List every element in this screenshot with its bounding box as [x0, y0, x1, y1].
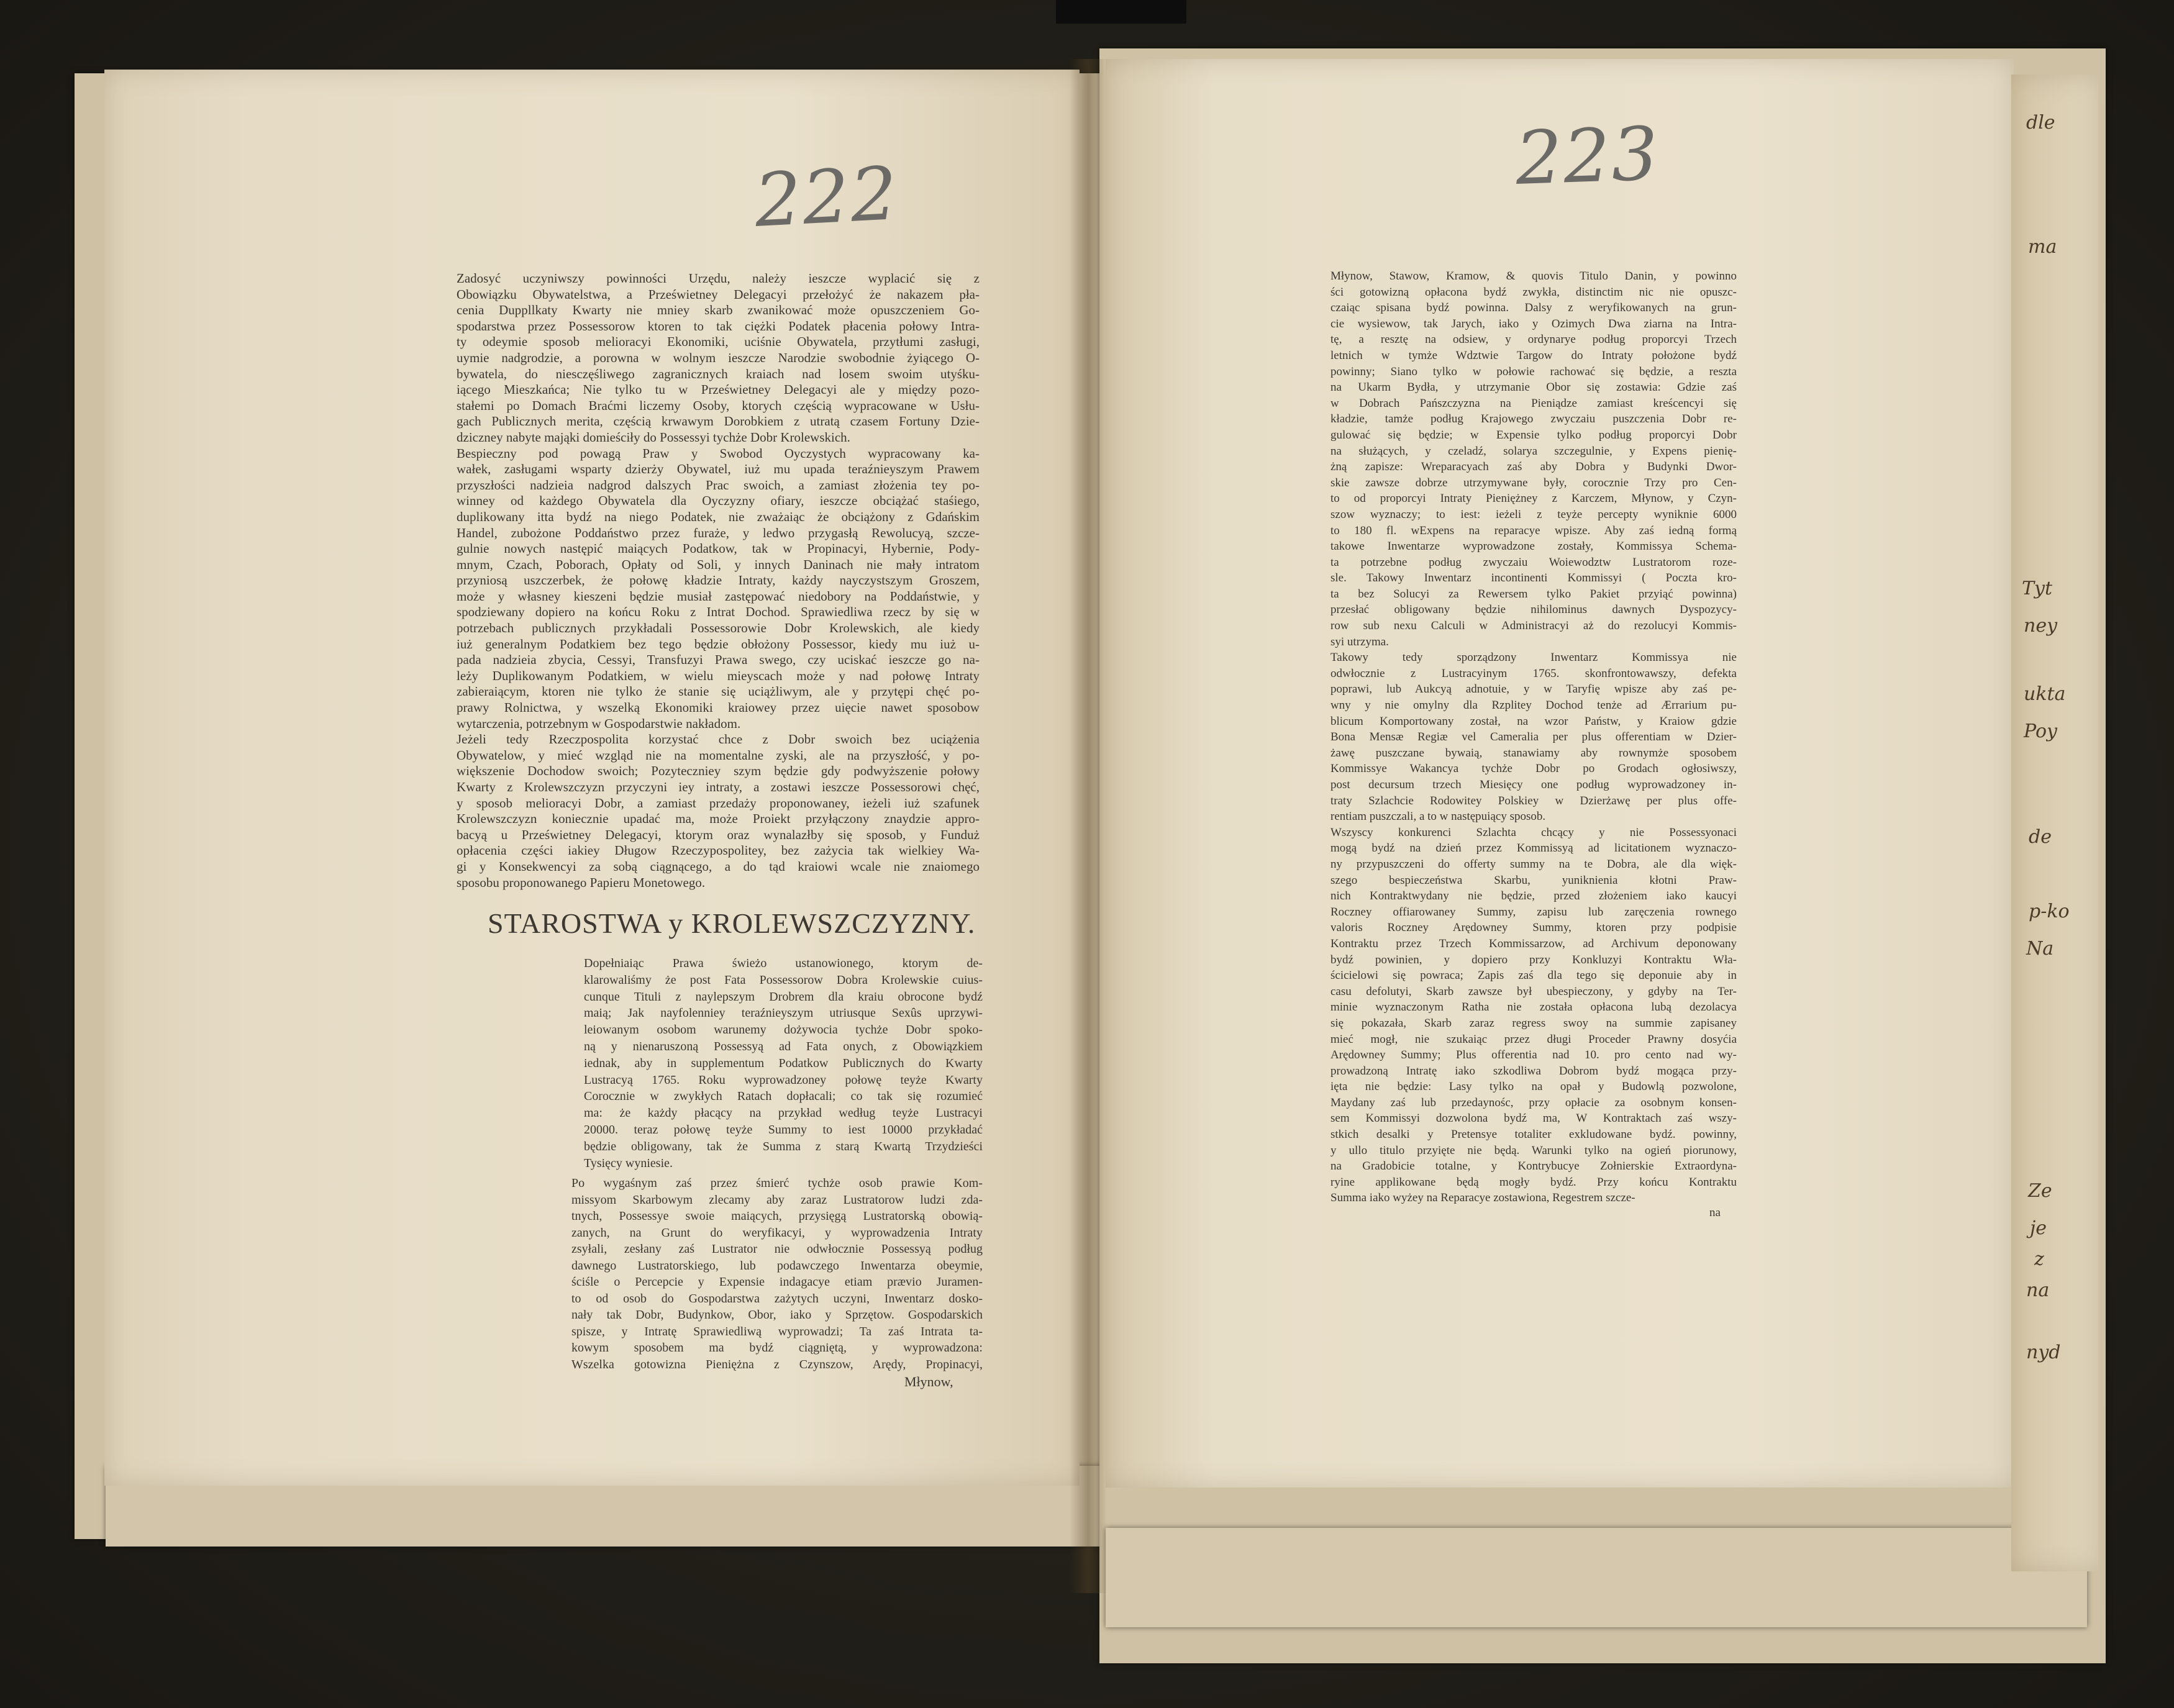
text-line: tnych, Possessye swoie maiących, przysięgą Lustratorską obowią- [571, 1209, 983, 1223]
section-heading: STAROSTWA y KROLEWSZCZYZNY. [488, 907, 976, 939]
text-line: czaiąc spisana bydź powinna. Dalsy z weryfikowanych na grun- [1330, 301, 1737, 315]
page-number-right: 223 [1514, 111, 1661, 201]
margin-note: ney [2024, 615, 2058, 637]
text-line: stałemi po Domach Braćmi liczemy Osoby, ktorych częścią wypracowane w Usłu- [457, 397, 980, 413]
text-line: gulować się będzie; w Expensie tylko podług proporcyi Dobr [1330, 428, 1737, 442]
text-line: Tysięcy wyniesie. [584, 1156, 673, 1170]
text-line: Summa iako wyżey na Reparacye zostawiona, Regestrem szcze- [1330, 1191, 1635, 1205]
text-line: to od proporcyi Intraty Pieniężney z Karczem, Młynow, y Czyn- [1330, 492, 1737, 506]
text-line: iuż generalnym Podatkiem bez tego będzie obłożony Possessor, kiedy mu iuż u- [457, 636, 980, 652]
text-line: cunque Tituli z naylepszym Drobrem dla kraiu obrocone bydź [584, 989, 983, 1004]
book-gutter [1070, 59, 1107, 1593]
text-line: szow wyznaczy; to iest: ieżeli z teyże percepty wyniknie 6000 [1330, 507, 1737, 521]
text-line: zanych, na Grunt do weryfikacyi, y wyprowadzenia Intraty [571, 1225, 983, 1240]
text-line: row sub nexu Calculi w Administracyi aż do rezolucyi Kommis- [1330, 619, 1737, 633]
text-line: maią; Jak nayfolenniey teraźnieyszym utriusque Sexûs uprzywi- [584, 1006, 983, 1020]
text-line: przyniosą uszczerbek, że połowę kładzie Intraty, każdy nayczystszym Groszem, [457, 573, 980, 588]
text-line: Zadosyć uczyniwszy powinności Urzędu, należy ieszcze wyplacić się z [457, 271, 980, 286]
text-line: Kontraktu przez Trzech Kommissarzow, ad Archivum deponowany [1330, 937, 1737, 950]
text-line: przyszłości nadzieia nadgrod dalszych Prac swoich, a zamiast złożenia tey po- [457, 477, 980, 493]
left-text-middle [584, 955, 983, 1171]
text-line: winney od każdego Obywatela dla Oyczyzny ofiary, ieszcze obciążać staśiego, [457, 493, 980, 509]
text-line: opłacenia części iakiey Długow Rzeczypospolitey, bez zażycia tak wielkiey Wa- [457, 843, 980, 858]
text-line: bywatela, do niesczęśliwego zagranicznych kraiach nad losem swoim utyśku- [457, 366, 980, 381]
margin-note: nyd [2026, 1342, 2061, 1363]
text-line: na Ukarm Bydła, y utrzymanie Obor się zostawia: Gdzie zaś [1330, 381, 1737, 394]
left-text-top [457, 271, 980, 891]
text-line: syi utrzyma. [1330, 635, 1389, 648]
text-line: Krolewszczyzn koniecznie upadać ma, może Proiekt przyłączony znaydzie appro- [457, 811, 980, 827]
text-line: na służących, y czeladź, solarya szczegulnie, y Expens pienię- [1330, 444, 1737, 458]
text-line: bacyą u Prześwietney Delegacyi, ktorym oraz wynalazłby się sposob, y Funduż [457, 827, 980, 842]
page-number-left: 222 [752, 150, 901, 243]
catchword-left: Młynow, [904, 1374, 953, 1389]
text-line: cie wysiewow, tak Jarych, iako y Ozimych Dwa ziarna na Intra- [1330, 317, 1737, 330]
text-line: prawy Rolnictwa, y wszelką Ekonomiki kraiowey przez uięcie nawet sposobow [457, 700, 980, 715]
margin-note: dle [2026, 112, 2055, 134]
text-line: zsyłali, zesłany zaś Lustrator nie odwłocznie Possessyą podług [571, 1242, 983, 1256]
text-line: poprawi, lub Aukcyą adnotuie, y w Taryfię wpisze aby zaś pe- [1330, 683, 1737, 696]
margin-note: Poy [2024, 720, 2057, 742]
text-line: Jeżeli tedy Rzeczpospolita korzystać chce z Dobr swoich bez uciążenia [457, 732, 980, 747]
text-line: żawę puszczane bywaią, stanawiamy aby rownymże sposobem [1330, 746, 1737, 760]
text-line: zabieraiącym, ktoren nie tylko że stanie się uciążliwym, ale y przytępi chęć po- [457, 684, 980, 699]
text-line: casu defolutyi, Skarb zawsze był ubespieczony, y gdyby na Ter- [1330, 984, 1737, 998]
text-line: Roczney offiarowaney Summy, zapisu lub zaręczenia rownego [1330, 905, 1737, 919]
text-line: Kommissye Wakancya tychże Dobr po Grodach ogłosiwszy, [1330, 762, 1737, 776]
text-line: ści gotowizną opłacona bydź zwykła, distinctim nic nie opuszc- [1330, 285, 1737, 299]
text-line: ryine applikowane będą mogły bydź. Przy końcu Kontraktu [1330, 1175, 1737, 1189]
margin-note: na [2026, 1279, 2050, 1301]
text-line: missyom Skarbowym zlecamy aby zaraz Lustratorow ludzi zda- [571, 1192, 983, 1207]
text-line: pada nadzieia zbycia, Cessyi, Transfuzyi Prawa swego, czy uciskać ieszcze go na- [457, 652, 980, 668]
text-line: Bona Mensæ Regiæ vel Cameralia per plus offerentiam w Dzier- [1330, 730, 1737, 744]
text-line: dziczney nabyte mająki domieściły do Possessyi tychże Dobr Krolewskich. [457, 429, 850, 445]
text-line: mnym, Czach, Poborach, Opłaty od Soli, y innych Daninach nie mały intratom [457, 556, 980, 572]
text-line: Lustracyą 1765. Roku wyprowadzoney połowę teyże Kwarty [584, 1073, 983, 1087]
text-line: traty Szlachcie Rodowitey Polskiey w Dzierżawę per plus offe- [1330, 794, 1737, 807]
text-line: powinny; Siano tylko w połowie rachować się będzie, a reszta [1330, 365, 1737, 378]
text-line: wałek, zasługami wsparty dzierży Obywatel, iuż mu upada teraźnieyszym Prawem [457, 461, 980, 477]
page-stack-right-bottom [1106, 1528, 2087, 1627]
text-line: leży Duplikowanym Podatkiem, w wielu mieyscach może y nad połowę Intraty [457, 668, 980, 683]
margin-note: de [2029, 826, 2052, 848]
text-line: Po wygaśnym zaś przez śmierć tychże osob prawie Kom- [571, 1176, 983, 1190]
margin-note: ma [2028, 236, 2057, 258]
text-line: cenia Duppllkaty Kwarty nie mniey skarb zwanikować może opuszczeniem Go- [457, 302, 980, 318]
text-line: wny y nie omylny dla Rzplitey Dochod tenże ad Ærrarium pu- [1330, 699, 1737, 712]
text-line: rentiam puszczali, a to w następuiący sposob. [1330, 810, 1546, 824]
text-line: sposobu proponowanego Papieru Monetowego. [457, 874, 706, 890]
mounting-tape [1056, 0, 1186, 24]
text-line: nały tak Dobr, Budynkow, Obor, iako y Sprzętow. Gospodarskich [571, 1308, 983, 1322]
text-line: Maydany zaś lub przedaynośc, przy opłacie za osobnym konsen- [1330, 1096, 1737, 1109]
text-line: bydź powinien, y dopiero przy Konkluzyi Kontraktu Wła- [1330, 953, 1737, 966]
text-line: spodarstwa przez Possessorow ktoren to tak ciężki Podatek płacenia połowy Intra- [457, 318, 980, 334]
text-line: skie zawsze dobrze utrzymywane były, corocznie Trzy pro Cen- [1330, 476, 1737, 489]
text-line: uymie nadgrodzie, a porowna w wolnym ieszcze Narodzie swobodnie żyiącego O- [457, 350, 980, 365]
text-line: odwłocznie z Lustracyinym 1765. skonfrontowawszy, defekta [1330, 666, 1737, 680]
text-line: valoris Roczney Arędowney Summy, ktoren przy podpisie [1330, 921, 1737, 935]
text-line: wytarczenia, potrzebnym w Gospodarstwie nakładom. [457, 715, 741, 731]
left-text-bottom [571, 1175, 983, 1373]
text-line: Wszelka gotowizna Pieniężna z Czynszow, Arędy, Propinacyi, [571, 1357, 983, 1371]
text-line: y sposob melioracyi Dobr, a zamiast przedaży proponowaney, ieżeli iuż szafunek [457, 795, 980, 811]
text-line: gulnie nowych następić maiących Podatkow, tak w Propinacyi, Hybernie, Pody- [457, 541, 980, 556]
text-line: szego bespieczeństwa Skarbu, yuniknienia kłotni Praw- [1330, 873, 1737, 887]
text-line: może y własney kieszeni będzie musiał zastępować niedobory na Poddaństwie, y [457, 588, 980, 604]
text-line: w Dobrach Pańszczyzna na Pieniądze zamiast kreścencyi się [1330, 396, 1737, 410]
catchword-right: na [1709, 1206, 1721, 1219]
margin-note: z [2034, 1248, 2044, 1270]
text-line: na Gradobicie totalne, y Kontrybucye Zołnierskie Extraordyna- [1330, 1160, 1737, 1173]
margin-note: ukta [2024, 683, 2066, 705]
right-text [1330, 268, 1737, 1206]
text-line: sle. Takowy Inwentarz incontinenti Kommissyi ( Poczta kro- [1330, 571, 1737, 585]
text-line: żną zapisze: Wreparacyach zaś aby Dobra y Budynki Dwor- [1330, 460, 1737, 474]
text-line: mieć mogł, nie szukaiąc przez długi Proceder Prawny dosyćia [1330, 1032, 1737, 1046]
text-line: większenie Dochodow swoich; Pozyteczniey szym będzie gdy podwyższenie połowy [457, 763, 980, 779]
text-line: nich Kontraktwydany nie będzie, przed złożeniem iako kaucyi [1330, 889, 1737, 903]
text-line: Bespieczny pod powagą Praw y Swobod Oyczystych wypracowany ka- [457, 445, 980, 461]
text-line: to od osob do Gospodarstwa zażytych uczyni, Inwentarz dosko- [571, 1291, 983, 1306]
text-line: potrzebach publicznych przykładali Possessorowie Dobr Krolewskich, ale kiedy [457, 620, 980, 636]
margin-note: Na [2026, 938, 2054, 960]
text-line: Corocznie w zwykłych Ratach dopłacali; co tak się rozumieć [584, 1089, 983, 1104]
text-line: ma: że każdy płacący na przykład według teyże Lustracyi [584, 1106, 983, 1120]
text-line: Obowiązku Obywatelstwa, a Prześwietney Delegacyi przełożyć że nakazem pła- [457, 286, 980, 302]
text-line: to 180 fl. wExpens na reparacye wpisze. Aby zaś iedną formą [1330, 524, 1737, 537]
text-line: klarowaliśmy że post Fata Possessorow Dobra Krolewskie cuius- [584, 973, 983, 987]
text-line: spodziewany dopiero na końcu Roku z Intrat Dochod. Sprawiedliwa rzecz by się w [457, 604, 980, 620]
text-line: kowym sposobem ma bydź ciągniętą, y wyprowadzona: [571, 1341, 983, 1355]
text-line: dawnego Lustratorskiego, lub podawczego Inwentarza obeymie, [571, 1258, 983, 1273]
text-line: ty odeymie sposob melioracyi Ekonomiki, uciśnie Obywatela, przytłumi zasługi, [457, 334, 980, 350]
text-line: iącego Mieszkańca; Nie tylko tu w Prześwietney Delegacyi ale y między pozo- [457, 382, 980, 397]
text-line: Takowy tedy sporządzony Inwentarz Kommissya nie [1330, 651, 1737, 665]
text-line: Kwarty z Krolewszczyzn przyczyni iey intraty, a zostawi ieszcze Possessorowi chęć, [457, 779, 980, 794]
margin-note: je [2030, 1217, 2047, 1239]
text-line: Obywatelow, y mieć wzgląd nie na momentalne zyski, ale na przyszłość, y po- [457, 747, 980, 763]
text-line: spisze, y Intratę Sprawiedliwą wyprowadzi; Ta zaś Intrata ta- [571, 1324, 983, 1338]
text-line: ścicielowi się powraca; Zapis zaś dla tego się deponuie aby in [1330, 969, 1737, 983]
text-line: mogą bydź na dzień przez Kommissyą ad licitationem wyznaczo- [1330, 842, 1737, 855]
text-line: ny przypuszczeni do offerty summy na te Dobra, ale dla więk- [1330, 857, 1737, 871]
text-line: sem Kommissyi dozwolona bydź ma, W Kontraktach zaś wszy- [1330, 1112, 1737, 1125]
text-line: gach Publicznych merita, częścią krwawym Dorobkiem z utratą czasem Fortuny Dzie- [457, 414, 980, 429]
text-line: letnich w tymże Wdztwie Targow do Intraty położone bydź [1330, 348, 1737, 362]
text-line: tę, a resztę na odsiew, y ordynarye podług proporcyi Trzech [1330, 333, 1737, 347]
text-line: blicum Komportowany został, na wzor Państw, y Kraiow gdzie [1330, 714, 1737, 728]
text-line: prowadzoną Intratę iako szkodliwa Dobrom bydź mogąca przy- [1330, 1064, 1737, 1078]
margin-note: Ze [2028, 1180, 2052, 1202]
text-line: się pokazała, Skarb zaraz regress swoy na summie zapisaney [1330, 1016, 1737, 1030]
text-line: leiowanym osobom warunemy dożywocia tychże Dobr spoko- [584, 1023, 983, 1037]
text-line: Młynow, Stawow, Kramow, & quovis Titulo Danin, y powinno [1330, 270, 1737, 283]
text-line: Dopełniaiąc Prawa świeżo ustanowionego, ktorym de- [584, 956, 983, 970]
text-line: przesłać obligowany będzie nihilominus dawnych Dyspozycy- [1330, 603, 1737, 617]
text-line: ściśle o Percepcie y Expensie indagacye etiam prævio Juramen- [571, 1275, 983, 1289]
text-line: minie wyznaczonym Ratha nie została opłacona lubą dezolacya [1330, 1001, 1737, 1014]
margin-note: Tyt [2022, 578, 2053, 599]
margin-note: p-ko [2029, 901, 2070, 922]
text-line: Wszyscy konkurenci Szlachta chcący y nie Possessyonaci [1330, 825, 1737, 839]
text-line: ta bez Solucyi za Rewersem tylko Pakiet przyiąć powinna) [1330, 587, 1737, 601]
text-line: stkich desalki y Pretensye totaliter exkludowane bydź. powinny, [1330, 1128, 1737, 1142]
text-line: y ullo titulo przyięte nie będą. Warunki tylko na ogień piorunowy, [1330, 1143, 1737, 1157]
text-line: Handel, zubożone Poddaństwo przez furaże, y ledwo przygasłą Rewolucyą, szcze- [457, 525, 980, 540]
text-line: ta potrzebne podług zwyczaiu Woiewodztw Lustratorom roze- [1330, 555, 1737, 569]
text-line: 20000. teraz połowę teyże Summy to iest 10000 przykładać [584, 1122, 983, 1137]
text-line: duplikowany itta bydź na niego Podatek, nie zważaiąc że obciążony z Gdańskim [457, 509, 980, 524]
text-line: takowe Inwentarze wyprowadzone zostały, Kommissya Schema- [1330, 540, 1737, 553]
text-line: będzie obligowany, tak że Summa z starą Kwartą Trzydzieści [584, 1139, 983, 1153]
text-line: kładzie, tamże podług Krajowego zwyczaiu puszczenia Dobr re- [1330, 412, 1737, 426]
text-line: gi y Konsekwencyi za sobą ciągnącego, a do tąd kraiowi wcale nie znaiomego [457, 858, 980, 874]
text-line: ną y nienaruszoną Possessyą ad Fata onych, z Obowiązkiem [584, 1039, 983, 1053]
text-line: iednak, aby in supplementum Podatkow Publicznych do Kwarty [584, 1056, 983, 1070]
text-line: ięta nie będzie: Lasy tylko na opał y Budowlą pozwolone, [1330, 1080, 1737, 1094]
text-line: Arędowney Summy; Plus offerentia nad 10. pro cento nad wy- [1330, 1048, 1737, 1062]
text-line: post decursum trzech Miesięcy one podług wyprowadzoney in- [1330, 778, 1737, 791]
